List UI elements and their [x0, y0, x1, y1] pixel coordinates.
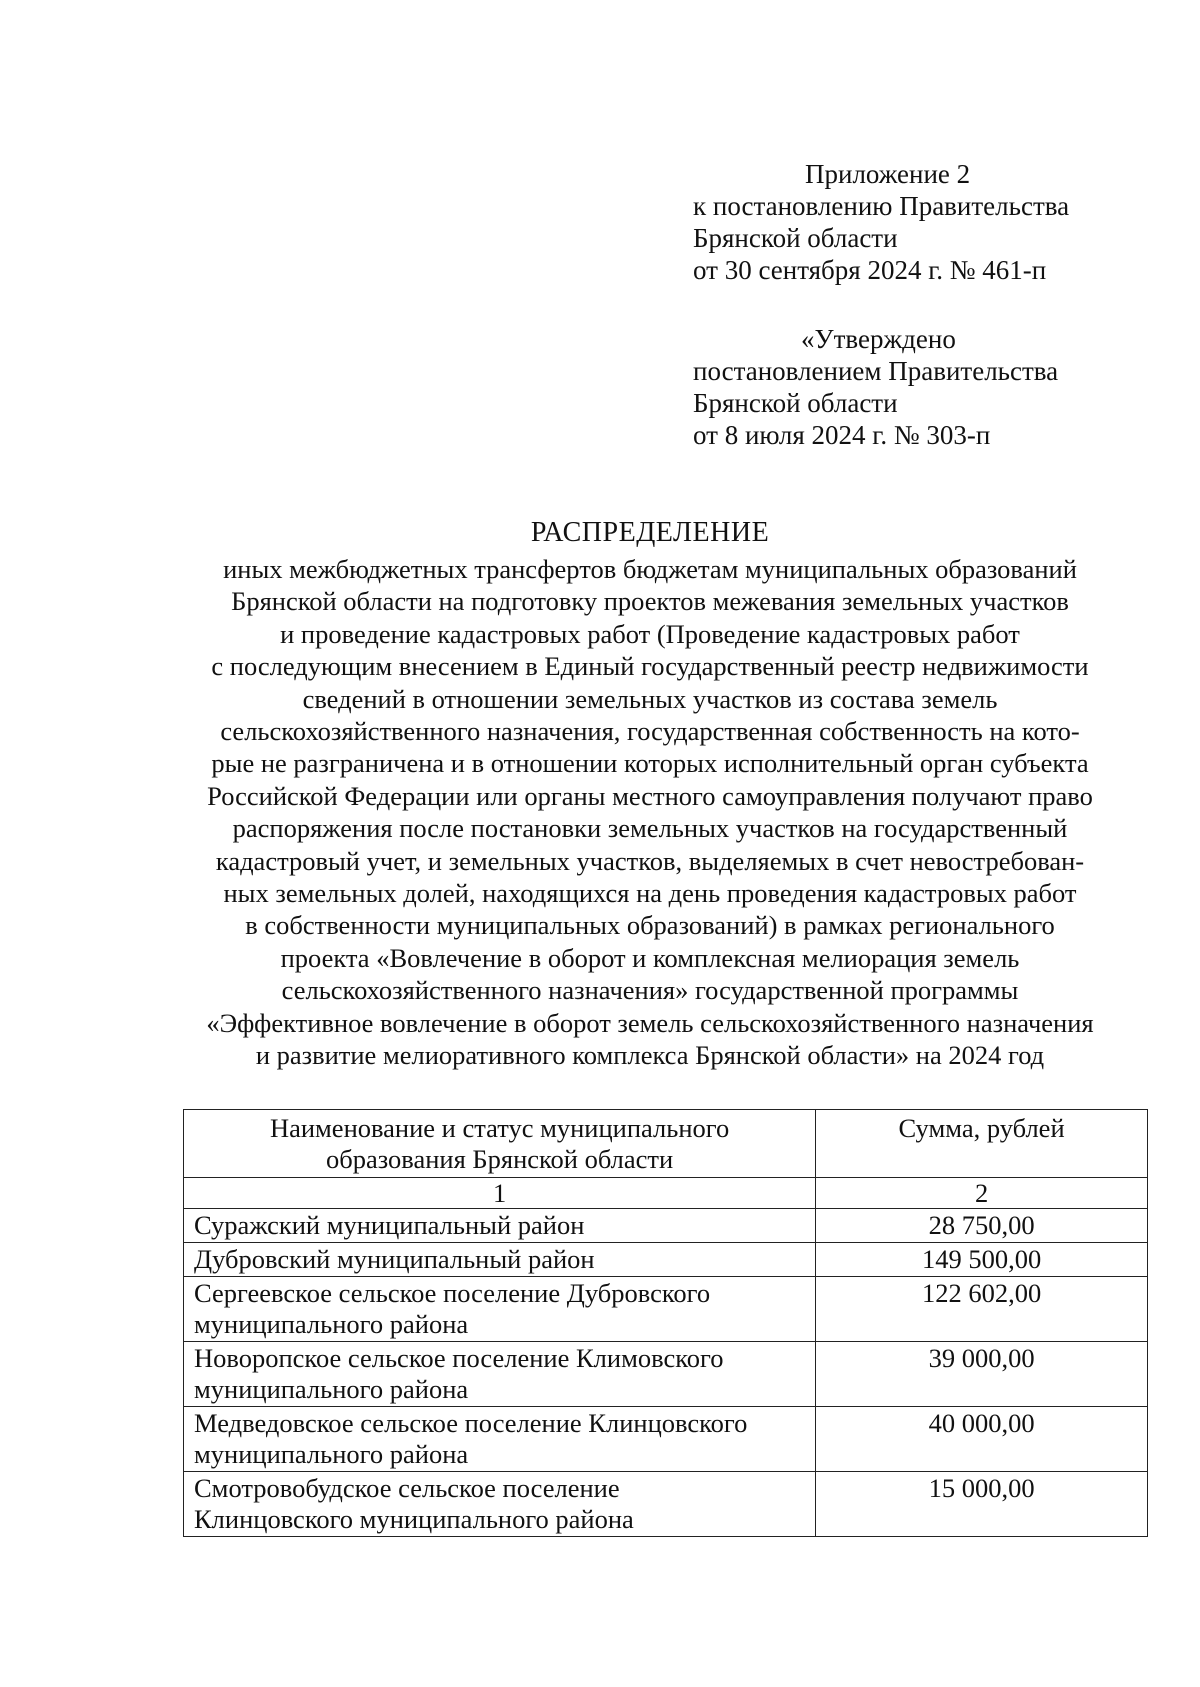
municipality-name: [184, 1243, 816, 1277]
approved-reference: постановлением Правительства: [693, 356, 1059, 386]
appendix-note: [693, 158, 1153, 286]
municipality-name: [184, 1209, 816, 1243]
municipality-name: [184, 1472, 816, 1537]
table-row: [184, 1407, 1148, 1472]
municipality-name-line: Новоропское сельское поселение Климовского: [194, 1343, 724, 1373]
appendix-date: от 30 сентября 2024 г. № 461-п: [693, 255, 1047, 285]
subtitle-line: ных земельных долей, находящихся на день проведения кадастровых работ: [223, 878, 1077, 909]
column-number-row: [184, 1178, 1148, 1209]
document-subtitle: [150, 553, 1150, 1072]
amount-cell: 149 500,00: [816, 1243, 1148, 1277]
subtitle-line: в собственности муниципальных образований) в рамках регионального: [245, 910, 1055, 941]
municipality-name: [184, 1407, 816, 1472]
table-row: [184, 1243, 1148, 1277]
table-row: [184, 1472, 1148, 1537]
appendix-title: Приложение 2: [805, 159, 971, 189]
amount-cell: 15 000,00: [816, 1472, 1148, 1537]
municipality-name-line: Клинцовского муниципального района: [194, 1504, 634, 1534]
municipality-name-line: муниципального района: [194, 1439, 469, 1469]
municipality-name-line: муниципального района: [194, 1374, 469, 1404]
subtitle-line: распоряжения после постановки земельных участков на государственный: [232, 813, 1068, 844]
column-number: 2: [816, 1178, 1148, 1209]
subtitle-line: и развитие мелиоративного комплекса Брянской области» на 2024 год: [255, 1040, 1045, 1071]
municipality-name-line: Дубровский муниципальный район: [194, 1244, 595, 1274]
amount-cell: 28 750,00: [816, 1209, 1148, 1243]
subtitle-line: сельскохозяйственного назначения, государственная собственность на кото-: [220, 716, 1080, 747]
subtitle-line: сельскохозяйственного назначения» государственной программы: [281, 975, 1019, 1006]
appendix-reference: к постановлению Правительства: [693, 191, 1070, 221]
subtitle-line: рые не разграничена и в отношении которых исполнительный орган субъекта: [211, 748, 1089, 779]
municipality-name-line: Смотровобудское сельское поселение: [194, 1473, 620, 1503]
header-amount-cell: Сумма, рублей: [816, 1110, 1148, 1178]
approved-title: «Утверждено: [801, 324, 956, 354]
header-name-cell: [184, 1110, 816, 1178]
header-name-line: Наименование и статус муниципального: [269, 1113, 730, 1143]
table-header-row: [184, 1110, 1148, 1178]
column-number: 1: [184, 1178, 816, 1209]
municipality-name-line: муниципального района: [194, 1309, 469, 1339]
subtitle-line: иных межбюджетных трансфертов бюджетам муниципальных образований: [223, 554, 1077, 584]
municipality-name-line: Медведовское сельское поселение Клинцовского: [194, 1408, 748, 1438]
distribution-table: [183, 1109, 1148, 1537]
subtitle-line: и проведение кадастровых работ (Проведение кадастровых работ: [280, 618, 1020, 649]
table-row: [184, 1209, 1148, 1243]
approved-region: Брянской области: [693, 388, 898, 418]
municipality-name: [184, 1342, 816, 1407]
municipality-name-line: Суражский муниципальный район: [194, 1210, 585, 1240]
municipality-name-line: Сергеевское сельское поселение Дубровского: [194, 1278, 711, 1308]
municipality-name: [184, 1277, 816, 1342]
subtitle-line: кадастровый учет, и земельных участков, выделяемых в счет невостребован-: [215, 845, 1085, 876]
appendix-region: Брянской области: [693, 223, 898, 253]
document-heading: РАСПРЕДЕЛЕНИЕ: [530, 517, 770, 548]
subtitle-line: «Эффективное вовлечение в оборот земель сельскохозяйственного назначения: [206, 1007, 1094, 1038]
subtitle-line: с последующим внесением в Единый государственный реестр недвижимости: [211, 651, 1089, 682]
subtitle-line: Российской Федерации или органы местного самоуправления получают право: [207, 780, 1093, 811]
table-row: [184, 1342, 1148, 1407]
approved-date: от 8 июля 2024 г. № 303-п: [693, 420, 991, 450]
amount-cell: 122 602,00: [816, 1277, 1148, 1342]
subtitle-line: сведений в отношении земельных участков из состава земель: [302, 683, 998, 714]
amount-cell: 40 000,00: [816, 1407, 1148, 1472]
header-name-line: образования Брянской области: [326, 1144, 674, 1174]
approved-note: [693, 323, 1153, 451]
subtitle-line: Брянской области на подготовку проектов межевания земельных участков: [231, 586, 1069, 617]
subtitle-line: проекта «Вовлечение в оборот и комплексная мелиорация земель: [280, 942, 1020, 973]
table-row: [184, 1277, 1148, 1342]
amount-cell: 39 000,00: [816, 1342, 1148, 1407]
